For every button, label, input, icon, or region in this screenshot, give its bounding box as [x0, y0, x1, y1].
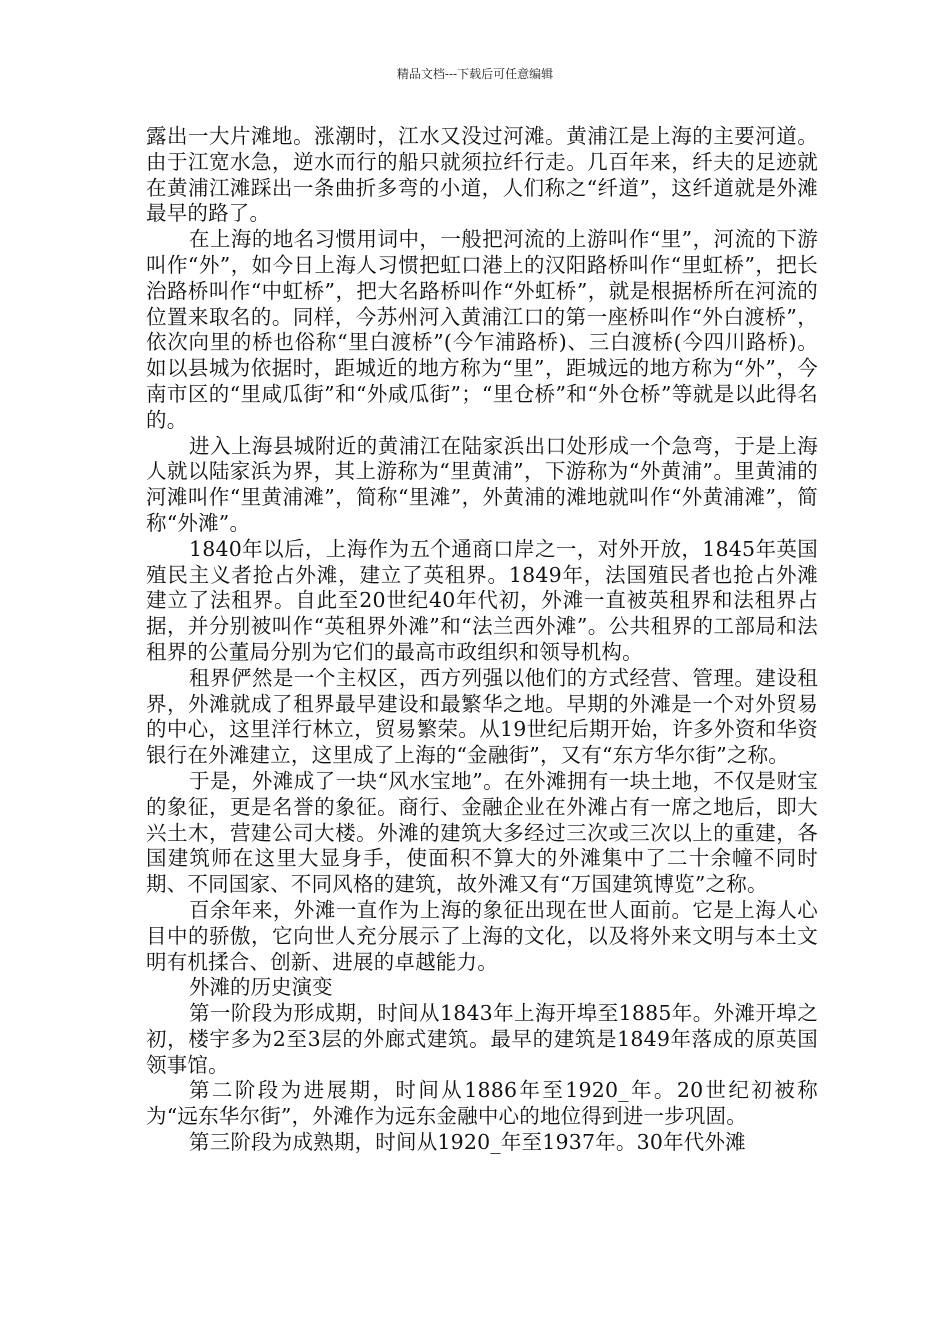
- paragraph-7: 百余年来，外滩一直作为上海的象征出现在世人面前。它是上海人心目中的骄傲，它向世人充分展示了上海的文化，以及将外来文明与本土文明有机揉合、创新、进展的卓越能力。: [146, 897, 818, 974]
- section-paragraph-2: 第二阶段为进展期，时间从1886年至1920_年。20世纪初被称为“远东华尔街”，外滩作为远东金融中心的地位得到进一步巩固。: [146, 1078, 818, 1129]
- section-heading: 外滩的历史演变: [189, 975, 333, 1000]
- paragraph-4: 1840年以后，上海作为五个通商口岸之一，对外开放，1845年英国殖民主义者抢占外滩，建立了英租界。1849年，法国殖民者也抢占外滩建立了法租界。自此至20世纪40年代初，外滩一直被英租界和法租界占据，并分别被叫作“英租界外滩”和“法兰西外滩”。公共租界的工部局和法租界的公董局分别为它们的最高市政组织和领导机构。: [146, 536, 818, 664]
- section-paragraph-3: 第三阶段为成熟期，时间从1920_年至1937年。30年代外滩: [189, 1130, 746, 1155]
- paragraph-5: 租界俨然是一个主权区，西方列强以他们的方式经营、管理。建设租界，外滩就成了租界最早建设和最繁华之地。早期的外滩是一个对外贸易的中心，这里洋行林立，贸易繁荣。从19世纪后期开始，许多外资和华资银行在外滩建立，这里成了上海的“金融街”，又有“东方华尔街”之称。: [146, 665, 818, 768]
- paragraph-1: 露出一大片滩地。涨潮时，江水又没过河滩。黄浦江是上海的主要河道。由于江宽水急，逆水而行的船只就须拉纤行走。几百年来，纤夫的足迹就在黄浦江滩踩出一条曲折多弯的小道，人们称之“纤道”，这纤道就是外滩最早的路了。: [146, 124, 818, 226]
- page-header: 精品文档---下载后可任意编辑: [396, 67, 554, 81]
- paragraph-2: 在上海的地名习惯用词中，一般把河流的上游叫作“里”，河流的下游叫作“外”，如今日上海人习惯把虹口港上的汉阳路桥叫作“里虹桥”，把长治路桥叫作“中虹桥”，把大名路桥叫作“外虹桥”，就是根据桥所在河流的位置来取名的。同样，今苏州河入黄浦江口的第一座桥叫作“外白渡桥”，依次向里的桥也俗称“里白渡桥”(今乍浦路桥)、三白渡桥(今四川路桥)。如以县城为依据时，距城近的地方称为“里”，距城远的地方称为“外”，今南市区的“里咸瓜街”和“外咸瓜街”；“里仓桥”和“外仓桥”等就是以此得名的。: [146, 227, 818, 432]
- paragraph-6: 于是，外滩成了一块“风水宝地”。在外滩拥有一块土地，不仅是财宝的象征，更是名誉的象征。商行、金融企业在外滩占有一席之地后，即大兴土木，营建公司大楼。外滩的建筑大多经过三次或三次以上的重建，各国建筑师在这里大显身手，使面积不算大的外滩集中了二十余幢不同时期、不同国家、不同风格的建筑，故外滩又有“万国建筑博览”之称。: [146, 768, 818, 897]
- section-paragraph-1: 第一阶段为形成期，时间从1843年上海开埠至1885年。外滩开埠之初，楼宇多为2至3层的外廊式建筑。最早的建筑是1849年落成的原英国领事馆。: [146, 1001, 818, 1077]
- paragraph-3: 进入上海县城附近的黄浦江在陆家浜出口处形成一个急弯，于是上海人就以陆家浜为界，其上游称为“里黄浦”，下游称为“外黄浦”。里黄浦的河滩叫作“里黄浦滩”，简称“里滩”，外黄浦的滩地就叫作“外黄浦滩”，简称“外滩”。: [146, 433, 818, 535]
- document-body: [146, 124, 818, 1156]
